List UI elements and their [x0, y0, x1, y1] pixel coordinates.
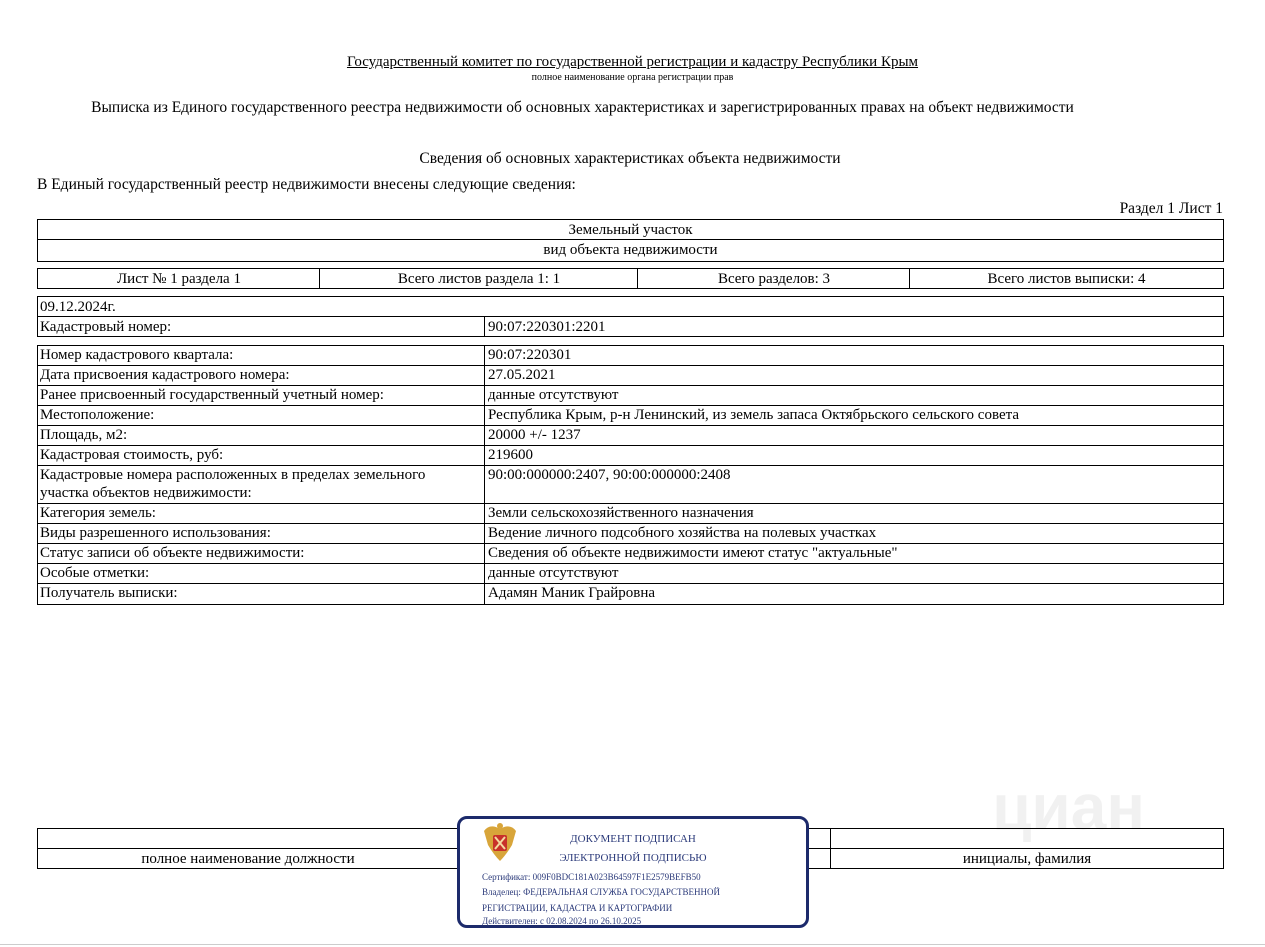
row-value: 219600	[488, 447, 533, 463]
owner-line1: Владелец: ФЕДЕРАЛЬНАЯ СЛУЖБА ГОСУДАРСТВЕННОЙ	[482, 887, 721, 897]
row-label-text: Особые отметки:	[40, 565, 150, 581]
row-label-text: Ранее присвоенный государственный учетный номер:	[40, 387, 384, 403]
electronic-signature-stamp	[457, 816, 809, 928]
row-label-text-2: участка объектов недвижимости:	[40, 485, 252, 501]
row-label	[38, 584, 484, 602]
row-label	[38, 504, 484, 522]
row-label	[38, 346, 484, 364]
row-label	[38, 544, 484, 562]
row-label	[38, 366, 484, 384]
sheet-number: Лист № 1 раздела 1	[117, 271, 241, 287]
row-label-text: Номер кадастрового квартала:	[40, 347, 234, 363]
row-label-text: Площадь, м2:	[40, 427, 128, 443]
row-label	[38, 406, 484, 424]
row-value: 90:07:220301	[488, 347, 572, 363]
row-label	[38, 524, 484, 542]
row-label-text: Дата присвоения кадастрового номера:	[40, 367, 290, 383]
row-value: данные отсутствуют	[488, 565, 619, 581]
document-title: Выписка из Единого государственного реестра недвижимости об основных характеристиках и зарегистрированных правах на объект недвижимости	[91, 99, 1074, 116]
row-label	[38, 466, 484, 502]
object-type: Земельный участок	[568, 222, 693, 238]
organization-name-text: Государственный комитет по государственной регистрации и кадастру Республики Крым	[346, 54, 919, 70]
row-label-text: Виды разрешенного использования:	[40, 525, 271, 541]
row-label-text: Местоположение:	[40, 407, 155, 423]
cadastral-number-label: Кадастровый номер:	[40, 319, 172, 335]
sheet-info-table	[37, 268, 1224, 289]
row-label-text: Получатель выписки:	[40, 585, 178, 601]
row-value: данные отсутствуют	[488, 387, 619, 403]
object-type-table	[37, 219, 1224, 262]
row-value: Адамян Маник Грайровна	[488, 585, 656, 601]
row-value: 27.05.2021	[488, 367, 556, 383]
cadastral-number-value: 90:07:220301:2201	[488, 319, 606, 335]
organization-caption: полное наименование органа регистрации прав	[531, 72, 734, 83]
row-label	[38, 386, 484, 404]
name-caption: инициалы, фамилия	[962, 851, 1092, 867]
owner-line2: РЕГИСТРАЦИИ, КАДАСТРА И КАРТОГРАФИИ	[482, 903, 673, 913]
row-label-text: Кадастровая стоимость, руб:	[40, 447, 224, 463]
row-label	[38, 446, 484, 464]
organization-name	[0, 54, 1265, 71]
row-value: 90:00:000000:2407, 90:00:000000:2408	[488, 467, 731, 483]
intro-text: В Единый государственный реестр недвижимости внесены следующие сведения:	[37, 176, 576, 193]
row-label-text: Кадастровые номера расположенных в пределах земельного	[40, 467, 426, 483]
stamp-line2: ЭЛЕКТРОННОЙ ПОДПИСЬЮ	[559, 852, 707, 864]
row-value: 20000 +/- 1237	[488, 427, 581, 443]
section-label: Раздел 1 Лист 1	[1119, 200, 1223, 217]
row-label	[38, 426, 484, 444]
row-value: Земли сельскохозяйственного назначения	[488, 505, 754, 521]
sheets-in-section: Всего листов раздела 1: 1	[397, 271, 561, 287]
watermark-logo: циан	[992, 771, 1145, 843]
page-edge	[0, 944, 1265, 945]
cadastral-table	[37, 296, 1224, 337]
row-value: Ведение личного подсобного хозяйства на полевых участках	[488, 525, 877, 541]
object-type-caption: вид объекта недвижимости	[543, 242, 718, 258]
row-label	[38, 564, 484, 582]
extract-date: 09.12.2024г.	[40, 299, 116, 315]
characteristics-table	[37, 345, 1224, 605]
row-value: Республика Крым, р-н Ленинский, из земель запаса Октябрьского сельского совета	[488, 407, 1019, 423]
stamp-line1: ДОКУМЕНТ ПОДПИСАН	[570, 833, 696, 845]
row-label-text: Статус записи об объекте недвижимости:	[40, 545, 305, 561]
section-subtitle: Сведения об основных характеристиках объекта недвижимости	[419, 150, 841, 167]
row-label-text: Категория земель:	[40, 505, 156, 521]
row-value: Сведения об объекте недвижимости имеют статус "актуальные"	[488, 545, 898, 561]
certificate: Сертификат: 009F0BDC181A023B64597F1E2579BEFB50	[482, 872, 701, 882]
position-caption: полное наименование должности	[141, 851, 355, 867]
total-sections: Всего разделов: 3	[717, 271, 831, 287]
total-sheets: Всего листов выписки: 4	[987, 271, 1146, 287]
validity: Действителен: с 02.08.2024 по 26.10.2025	[482, 916, 642, 926]
